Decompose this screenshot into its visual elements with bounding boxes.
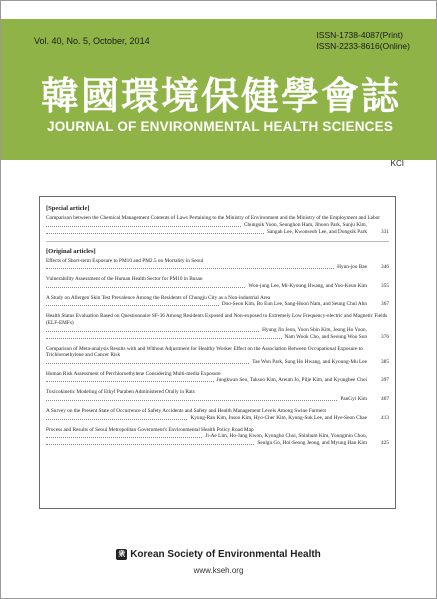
toc-entry <box>46 276 389 290</box>
toc-entry <box>46 215 389 236</box>
article-page: 407 <box>381 395 389 402</box>
article-authors: PanGyi Kim <box>340 395 367 402</box>
article-authors-cont: Nam Wook Cho, and Seoung Woo Son <box>284 333 367 340</box>
article-title: Process and Results of Seoul Metropolitan Government's Environmental Health Policy Road Map <box>46 426 254 433</box>
toc-entry <box>46 427 389 448</box>
toc-entry <box>46 371 389 385</box>
article-title: Effects of Short-term Exposure to PM10 and PM2.5 on Mortality in Seoul <box>46 257 204 264</box>
article-page: 355 <box>381 282 389 289</box>
toc-entry <box>46 258 389 272</box>
toc-entry <box>46 295 389 309</box>
article-authors-cont: Seulgu Go, Hoi-Seong Jeong, and Myung Han Kim <box>257 440 367 447</box>
article-page: 397 <box>381 377 389 384</box>
volume-info: Vol. 40, No. 5, October, 2014 <box>34 36 150 46</box>
original-article-list <box>46 258 389 448</box>
article-authors: Jungkwan Seo, Taksoo Kim, Areum Jo, Pilje Kim, and Kyunghee Choi <box>216 377 367 384</box>
society-name <box>1 549 436 560</box>
kci-label: KCI <box>390 159 404 168</box>
society-label: Korean Society of Environmental Health <box>130 549 321 561</box>
article-title: Comparison of Meta-analysis Results with and Without Adjustment for Healthy Worker Effect on the Association Between Occupational Exposure to Trichloroethylene and Cancer Risk <box>46 345 363 359</box>
issn-online: ISSN-2233-8616(Online) <box>316 40 410 51</box>
article-authors: Chungsik Yoon, Seunghon Ham, Jihoon Park, Sunju Kim, <box>243 221 367 228</box>
article-authors: Doo-Seon Kim, Bo Eun Lee, Sang-Hoon Nam, and Seung Chul Ahn <box>221 301 367 308</box>
article-authors: Ji-Ae Lim, Ho-Jang Kwon, Kyungho Choi, Shinhum Kim, Youngmin Chou, <box>205 433 367 440</box>
article-authors-cont: Sangah Lee, Kwonseob Lee, and Dongsik Park <box>266 228 367 235</box>
article-authors: Hyung Jin Jeon, Yoon Shin Kim, Jeong Ho Yoon, <box>262 326 367 333</box>
toc-entry <box>46 408 389 422</box>
article-page: 385 <box>381 358 389 365</box>
article-title: Toxicokinetic Modeling of Ethyl Paraben Administered Orally in Rats <box>46 389 195 396</box>
table-of-contents <box>39 196 396 509</box>
society-logo-icon: 衆 <box>118 551 126 558</box>
article-title: Comparison between the Chemical Management Contents of Laws Pertaining to the Ministry of Environment and the Ministry of the Employment and Labor <box>46 215 381 221</box>
article-authors: Kyung-Ran Kim, Insoo Kim, Hyo-Cher Kim, Kyung-Suk Lee, and Hye-Seon Chae <box>190 414 367 421</box>
special-article-list <box>46 215 389 236</box>
special-article-heading: [Special article] <box>46 205 90 212</box>
article-authors: Tae Won Park, Sung Ho Hwang, and Kyoung-Mu Lee <box>252 358 367 365</box>
original-articles-heading: [Original articles] <box>46 247 96 255</box>
article-page: 425 <box>381 440 389 447</box>
article-page: 413 <box>381 414 389 421</box>
toc-entry <box>46 346 389 366</box>
issn-print: ISSN-1738-4087(Print) <box>316 30 403 40</box>
article-title: Human Risk Assessment of Perchloroethylene Considering Multi-media Exposure <box>46 370 221 377</box>
article-authors: Won-jung Lee, Mi-Kyoung Hwang, and Yoo-Keun Kim <box>248 282 367 289</box>
journal-title-english: JOURNAL OF ENVIRONMENTAL HEALTH SCIENCES <box>47 119 394 134</box>
toc-divider <box>46 241 389 243</box>
article-title: A Survey on the Present State of Occurrence of Safety Accidents and Safety and Health Management Levels Among Swine Farmers <box>46 407 327 414</box>
article-page: 331 <box>381 228 389 235</box>
toc-entry <box>46 389 389 403</box>
journal-title-hanja: 韓國環境保健學會誌 <box>41 73 402 118</box>
article-title: Health Status Evaluation Based on Questionnaire SF-36 Among Residents Exposed and Non-exposed to Extremely Low Frequency-electric and Magnetic Fields (ELF-EMFs) <box>46 313 388 326</box>
society-url: www.kseh.org <box>193 566 244 575</box>
article-page: 346 <box>381 264 389 271</box>
article-title: Vulnerability Assessment of the Human Health Sector for PM10 in Busan <box>46 276 203 283</box>
article-authors: Hyun-joo Bae <box>337 264 367 271</box>
issn-block <box>316 30 410 51</box>
toc-entry <box>46 313 389 340</box>
article-page: 367 <box>381 301 389 308</box>
article-title: A Study on Allergen Skin Test Prevalence Among the Residents of Chungju City as a Non-industrial Area <box>46 294 271 301</box>
article-page: 376 <box>381 333 389 340</box>
